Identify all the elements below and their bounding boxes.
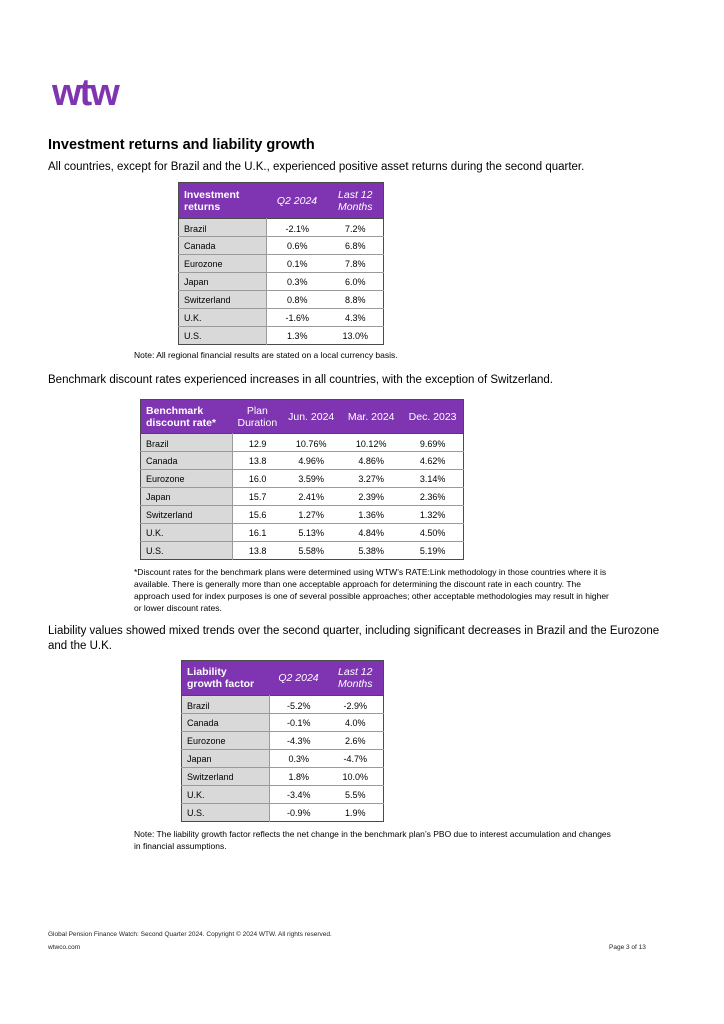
table-cell: 4.96% bbox=[282, 452, 340, 470]
table-cell: 5.38% bbox=[340, 542, 402, 560]
table-cell: -0.1% bbox=[270, 714, 328, 732]
table-cell: 15.6 bbox=[233, 506, 283, 524]
intro-paragraph-liability: Liability values showed mixed trends over the second quarter, including significant decreases in Brazil and the Eurozone and the U.K. bbox=[48, 625, 660, 652]
table-row bbox=[179, 255, 384, 273]
row-label: Japan bbox=[179, 273, 267, 291]
row-label: Switzerland bbox=[141, 506, 233, 524]
footer-copyright: Global Pension Finance Watch: Second Quarter 2024. Copyright © 2024 WTW. All rights reserved. bbox=[48, 931, 332, 938]
table-header: Q2 2024 bbox=[270, 661, 328, 696]
table-row bbox=[179, 219, 384, 237]
note-liability-growth: Note: The liability growth factor reflects the net change in the benchmark plan’s PBO due to interest accumulation and changes in financial assumptions. bbox=[134, 829, 611, 851]
table-cell: -4.3% bbox=[270, 732, 328, 750]
row-label: Switzerland bbox=[179, 291, 267, 309]
row-label: Brazil bbox=[141, 434, 233, 452]
table-row bbox=[141, 434, 464, 452]
row-label: U.K. bbox=[141, 524, 233, 542]
table-header: Q2 2024 bbox=[267, 183, 328, 219]
table-cell: 3.14% bbox=[402, 470, 463, 488]
table-header: Plan Duration bbox=[233, 400, 283, 434]
table-cell: 3.27% bbox=[340, 470, 402, 488]
table-row bbox=[179, 291, 384, 309]
table-row bbox=[179, 273, 384, 291]
note-discount-methodology: *Discount rates for the benchmark plans were determined using WTW’s RATE:Link methodology in those countries where it is available. There is generally more than one acceptable approach for determining the discount rate in each country. The approach used for index purposes is one of several possible approaches; other acceptable methodologies may result in higher or lower discount rates. bbox=[134, 567, 609, 613]
row-label: Japan bbox=[182, 750, 270, 768]
table-cell: 0.8% bbox=[267, 291, 328, 309]
row-label: U.S. bbox=[179, 327, 267, 345]
table-cell: 2.36% bbox=[402, 488, 463, 506]
table-cell: 13.8 bbox=[233, 452, 283, 470]
table-cell: 7.8% bbox=[328, 255, 384, 273]
table-cell: 13.0% bbox=[328, 327, 384, 345]
row-label: Brazil bbox=[182, 696, 270, 714]
table-cell: -5.2% bbox=[270, 696, 328, 714]
table-cell: 5.13% bbox=[282, 524, 340, 542]
wtw-logo bbox=[52, 76, 152, 110]
table-cell: 1.8% bbox=[270, 768, 328, 786]
table-cell: 1.3% bbox=[267, 327, 328, 345]
row-label: Canada bbox=[141, 452, 233, 470]
table-cell: -0.9% bbox=[270, 804, 328, 822]
table-row bbox=[182, 786, 384, 804]
table-header: Benchmark discount rate* bbox=[141, 400, 233, 434]
table-cell: 6.8% bbox=[328, 237, 384, 255]
table-row bbox=[179, 237, 384, 255]
table-cell: 13.8 bbox=[233, 542, 283, 560]
table-cell: 0.3% bbox=[267, 273, 328, 291]
table-row bbox=[141, 452, 464, 470]
intro-paragraph-investment: All countries, except for Brazil and the U.K., experienced positive asset returns during the second quarter. bbox=[48, 161, 585, 173]
table-cell: 2.41% bbox=[282, 488, 340, 506]
table-cell: 0.1% bbox=[267, 255, 328, 273]
table-cell: 4.86% bbox=[340, 452, 402, 470]
row-label: Eurozone bbox=[179, 255, 267, 273]
table-cell: -2.9% bbox=[328, 696, 384, 714]
table-cell: 2.6% bbox=[328, 732, 384, 750]
row-label: U.K. bbox=[179, 309, 267, 327]
table-cell: 10.0% bbox=[328, 768, 384, 786]
table-row bbox=[182, 696, 384, 714]
table-header: Jun. 2024 bbox=[282, 400, 340, 434]
table-header: Mar. 2024 bbox=[340, 400, 402, 434]
table-row bbox=[179, 309, 384, 327]
table-header: Last 12 Months bbox=[328, 661, 384, 696]
table-row bbox=[141, 470, 464, 488]
table-cell: 3.59% bbox=[282, 470, 340, 488]
table-cell: 16.1 bbox=[233, 524, 283, 542]
table-cell: 1.9% bbox=[328, 804, 384, 822]
row-label: Eurozone bbox=[182, 732, 270, 750]
row-label: Switzerland bbox=[182, 768, 270, 786]
footer-page-number: Page 3 of 13 bbox=[609, 944, 646, 951]
table-row bbox=[141, 488, 464, 506]
wtw-logo-text: wtw bbox=[52, 76, 118, 110]
table-row bbox=[182, 732, 384, 750]
table-cell: 4.3% bbox=[328, 309, 384, 327]
table-row bbox=[141, 542, 464, 560]
table-cell: 10.76% bbox=[282, 434, 340, 452]
liability-growth-table bbox=[181, 660, 384, 822]
table-cell: 4.0% bbox=[328, 714, 384, 732]
table-cell: 16.0 bbox=[233, 470, 283, 488]
table-cell: 6.0% bbox=[328, 273, 384, 291]
investment-returns-table bbox=[178, 182, 384, 345]
table-cell: 10.12% bbox=[340, 434, 402, 452]
table-cell: 0.3% bbox=[270, 750, 328, 768]
table-row bbox=[182, 750, 384, 768]
table-row bbox=[182, 714, 384, 732]
table-cell: -2.1% bbox=[267, 219, 328, 237]
table-row bbox=[182, 804, 384, 822]
table-row bbox=[141, 506, 464, 524]
table-row bbox=[182, 768, 384, 786]
table-cell: 8.8% bbox=[328, 291, 384, 309]
table-cell: 1.36% bbox=[340, 506, 402, 524]
table-cell: 2.39% bbox=[340, 488, 402, 506]
row-label: Eurozone bbox=[141, 470, 233, 488]
table-cell: 5.5% bbox=[328, 786, 384, 804]
table-cell: 7.2% bbox=[328, 219, 384, 237]
row-label: U.K. bbox=[182, 786, 270, 804]
table-header: Investment returns bbox=[179, 183, 267, 219]
table-cell: 5.58% bbox=[282, 542, 340, 560]
row-label: Japan bbox=[141, 488, 233, 506]
table-header: Liability growth factor bbox=[182, 661, 270, 696]
footer-site-link[interactable]: wtwco.com bbox=[48, 944, 81, 951]
table-cell: -3.4% bbox=[270, 786, 328, 804]
table-cell: 1.32% bbox=[402, 506, 463, 524]
table-cell: 12.9 bbox=[233, 434, 283, 452]
table-cell: -4.7% bbox=[328, 750, 384, 768]
row-label: U.S. bbox=[141, 542, 233, 560]
note-currency-basis: Note: All regional financial results are stated on a local currency basis. bbox=[134, 350, 398, 360]
row-label: Canada bbox=[182, 714, 270, 732]
table-cell: 4.50% bbox=[402, 524, 463, 542]
intro-paragraph-discount: Benchmark discount rates experienced increases in all countries, with the exception of Switzerland. bbox=[48, 374, 553, 386]
row-label: Brazil bbox=[179, 219, 267, 237]
table-cell: 1.27% bbox=[282, 506, 340, 524]
table-cell: 9.69% bbox=[402, 434, 463, 452]
discount-rate-table bbox=[140, 399, 464, 560]
row-label: Canada bbox=[179, 237, 267, 255]
table-header: Dec. 2023 bbox=[402, 400, 463, 434]
table-cell: 4.84% bbox=[340, 524, 402, 542]
table-row bbox=[141, 524, 464, 542]
table-cell: 0.6% bbox=[267, 237, 328, 255]
table-row bbox=[179, 327, 384, 345]
table-cell: 4.62% bbox=[402, 452, 463, 470]
table-cell: -1.6% bbox=[267, 309, 328, 327]
section-heading: Investment returns and liability growth bbox=[48, 137, 315, 153]
row-label: U.S. bbox=[182, 804, 270, 822]
table-header: Last 12 Months bbox=[328, 183, 384, 219]
table-cell: 15.7 bbox=[233, 488, 283, 506]
table-cell: 5.19% bbox=[402, 542, 463, 560]
